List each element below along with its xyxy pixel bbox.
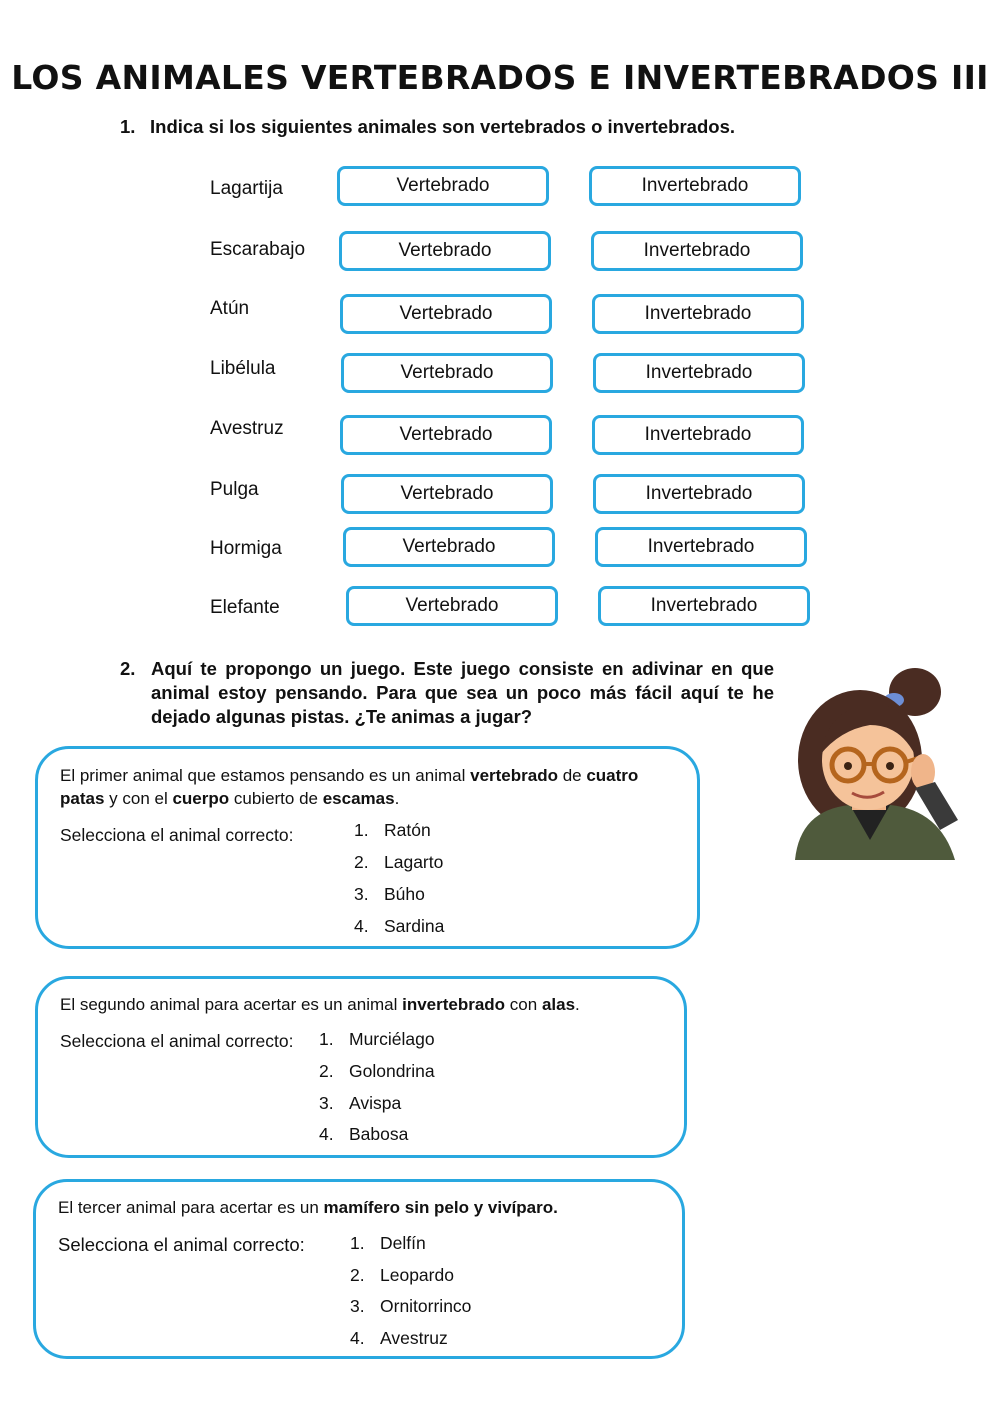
animal-label: Elefante [210,597,280,618]
question-1-text: Indica si los siguientes animales son vertebrados o invertebrados. [150,116,735,137]
invertebrado-option[interactable]: Invertebrado [593,474,805,514]
question-2-text: Aquí te propongo un juego. Este juego consiste en adivinar en que animal estoy pensando. Para que sea un poco más fácil aquí te he dejado algunas pistas. ¿Te animas a jugar? [151,658,774,727]
teacher-avatar-icon [790,660,965,860]
invertebrado-option[interactable]: Invertebrado [592,415,804,455]
select-label: Selecciona el animal correcto: [58,1234,305,1255]
vertebrado-option[interactable]: Vertebrado [341,474,553,514]
answer-choice[interactable]: 2. Leopardo [350,1265,454,1285]
answer-choice[interactable]: 1. Ratón [354,820,431,840]
invertebrado-option[interactable]: Invertebrado [595,527,807,567]
answer-choice[interactable]: 2. Golondrina [319,1061,435,1081]
vertebrado-option[interactable]: Vertebrado [343,527,555,567]
invertebrado-option[interactable]: Invertebrado [591,231,803,271]
vertebrado-option[interactable]: Vertebrado [340,294,552,334]
animal-label: Atún [210,298,250,319]
page-title: LOS ANIMALES VERTEBRADOS E INVERTEBRADOS III [11,58,989,97]
invertebrado-option[interactable]: Invertebrado [592,294,804,334]
animal-label: Escarabajo [210,239,306,260]
invertebrado-option[interactable]: Invertebrado [589,166,801,206]
answer-choice[interactable]: 4. Babosa [319,1124,409,1144]
question-2-prompt [120,657,774,729]
vertebrado-option[interactable]: Vertebrado [341,353,553,393]
animal-label: Pulga [210,479,259,500]
invertebrado-option[interactable]: Invertebrado [593,353,805,393]
clue-text: El segundo animal para acertar es un animal invertebrado con alas. [60,995,580,1014]
invertebrado-option[interactable]: Invertebrado [598,586,810,626]
vertebrado-option[interactable]: Vertebrado [337,166,549,206]
question-1-prompt [120,116,735,138]
answer-choice[interactable]: 3. Ornitorrinco [350,1296,472,1316]
answer-choice[interactable]: 4. Avestruz [350,1328,448,1348]
answer-choice[interactable]: 3. Avispa [319,1093,402,1113]
animal-label: Hormiga [210,538,282,559]
answer-choice[interactable]: 1. Murciélago [319,1029,435,1049]
clue-text: El tercer animal para acertar es un mamífero sin pelo y vivíparo. [58,1198,558,1217]
animal-label: Avestruz [210,418,284,439]
question-2-number: 2. [120,658,136,679]
select-label: Selecciona el animal correcto: [60,1031,294,1051]
question-1-number: 1. [120,116,136,137]
answer-choice[interactable]: 2. Lagarto [354,852,444,872]
answer-choice[interactable]: 3. Búho [354,884,425,904]
answer-choice[interactable]: 4. Sardina [354,916,445,936]
animal-label: Libélula [210,358,276,379]
vertebrado-option[interactable]: Vertebrado [339,231,551,271]
select-label: Selecciona el animal correcto: [60,825,294,845]
vertebrado-option[interactable]: Vertebrado [340,415,552,455]
animal-label: Lagartija [210,178,283,199]
vertebrado-option[interactable]: Vertebrado [346,586,558,626]
answer-choice[interactable]: 1. Delfín [350,1233,426,1253]
clue-text: El primer animal que estamos pensando es un animal vertebrado de cuatro patas y con el cuerpo cubierto de escamas. [60,766,639,808]
